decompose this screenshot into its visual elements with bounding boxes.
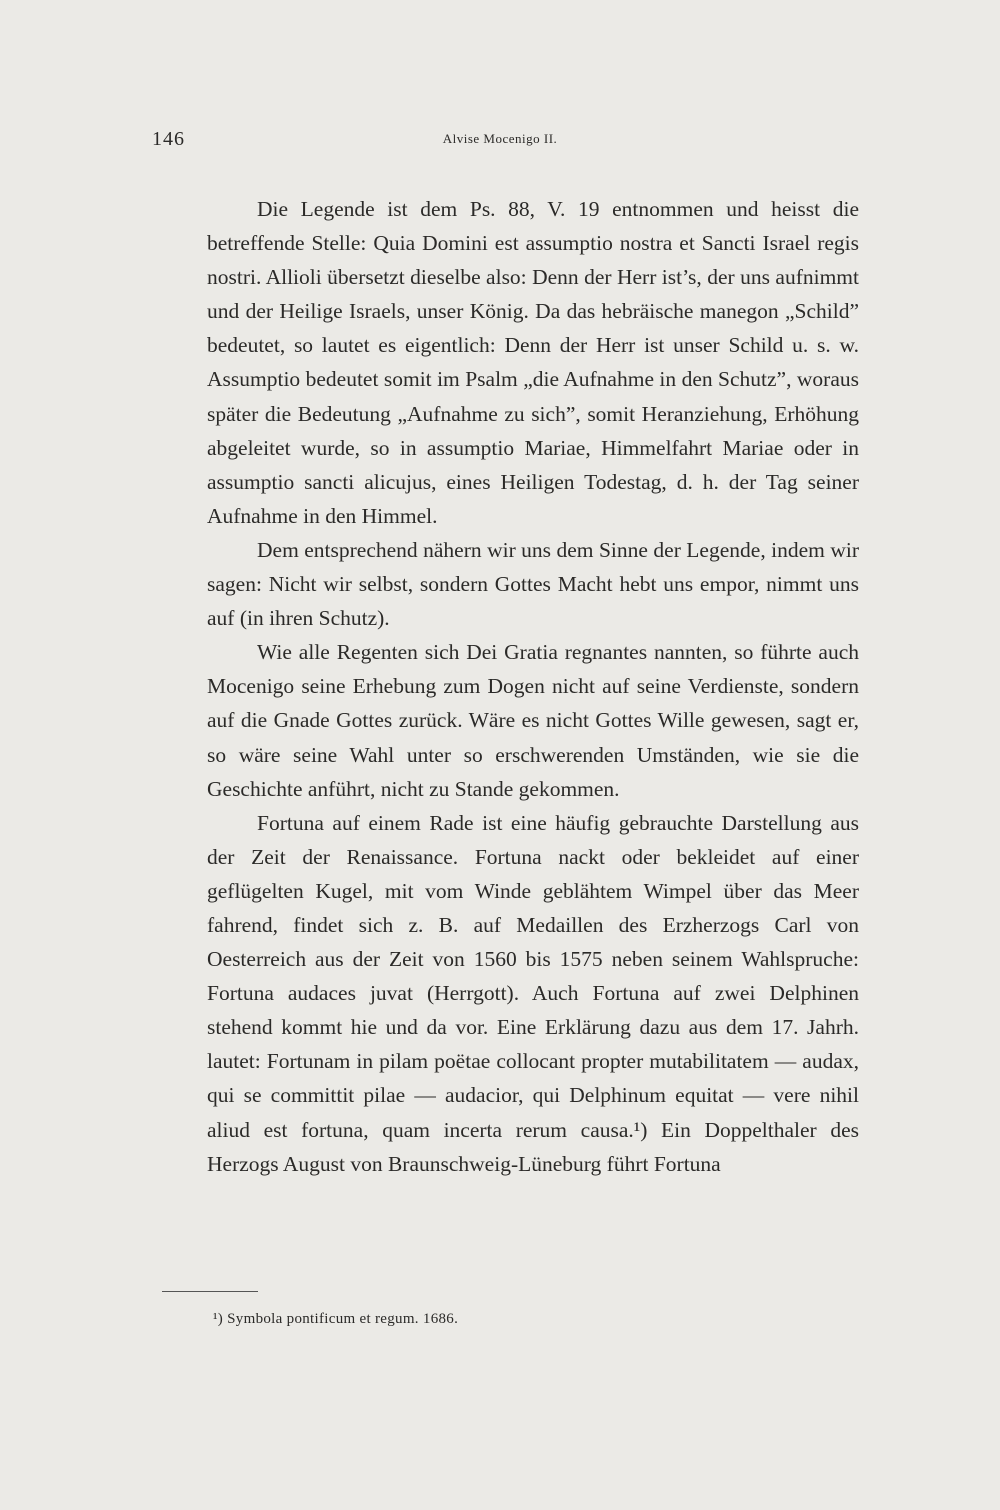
paragraph-3: Wie alle Regenten sich Dei Gratia regnantes nannten, so führte auch Mocenigo seine Erhebung zum Dogen nicht auf seine Verdienste, sondern auf die Gnade Gottes zurück. Wäre es nicht Gottes Wille gewesen, sagt er, so wäre seine Wahl unter so erschwerenden Umständen, wie sie die Geschichte anführt, nicht zu Stande gekommen. <box>207 640 859 801</box>
footnote-text: Symbola pontificum et regum. 1686. <box>227 1311 459 1327</box>
page-number: 146 <box>152 128 185 150</box>
footnote <box>213 1311 458 1328</box>
running-title: Alvise Mocenigo II. <box>442 131 558 146</box>
footnote-divider <box>162 1291 258 1292</box>
paragraph-1: Die Legende ist dem Ps. 88, V. 19 entnommen und heisst die betreffende Stelle: Quia Domini est assumptio nostra et Sancti Israel regis nostri. Allioli übersetzt dieselbe also: Denn der Herr ist’s, der uns aufnimmt und der Heilige Israels, unser König. Da das hebräische manegon „Schild” bedeutet, so lautet es eigentlich: Denn der Herr ist unser Schild u. s. w. Assumptio bedeutet somit im Psalm „die Aufnahme in den Schutz”, woraus später die Bedeutung „Aufnahme zu sich”, somit Heranziehung, Erhöhung abgeleitet wurde, so in assumptio Mariae, Himmelfahrt Mariae oder in assumptio sancti alicujus, eines Heiligen Todestag, d. h. der Tag seiner Aufnahme in den Himmel. <box>207 197 859 528</box>
body-text <box>207 192 859 1181</box>
paragraph-2: Dem entsprechend nähern wir uns dem Sinne der Legende, indem wir sagen: Nicht wir selbst, sondern Gottes Macht hebt uns empor, nimmt uns auf (in ihren Schutz). <box>207 537 859 631</box>
paragraph-4: Fortuna auf einem Rade ist eine häufig gebrauchte Darstellung aus der Zeit der Renaissance. Fortuna nackt oder bekleidet auf einer geflügelten Kugel, mit vom Winde geblähtem Wimpel über das Meer fahrend, findet sich z. B. auf Medaillen des Erzherzogs Carl von Oesterreich aus der Zeit von 1560 bis 1575 neben seinem Wahlspruche: Fortuna audaces juvat (Herrgott). Auch Fortuna auf zwei Delphinen stehend kommt hie und da vor. Eine Erklärung dazu aus dem 17. Jahrh. lautet: Fortunam in pilam poëtae collocant propter mutabilitatem — audax, qui se committit pilae — audacior, qui Delphinum equitat — vere nihil aliud est fortuna, quam incerta rerum causa.¹) Ein Doppelthaler des Herzogs August von Braunschweig-Lüneburg führt Fortuna <box>207 810 859 1176</box>
footnote-marker: ¹) <box>213 1311 224 1327</box>
